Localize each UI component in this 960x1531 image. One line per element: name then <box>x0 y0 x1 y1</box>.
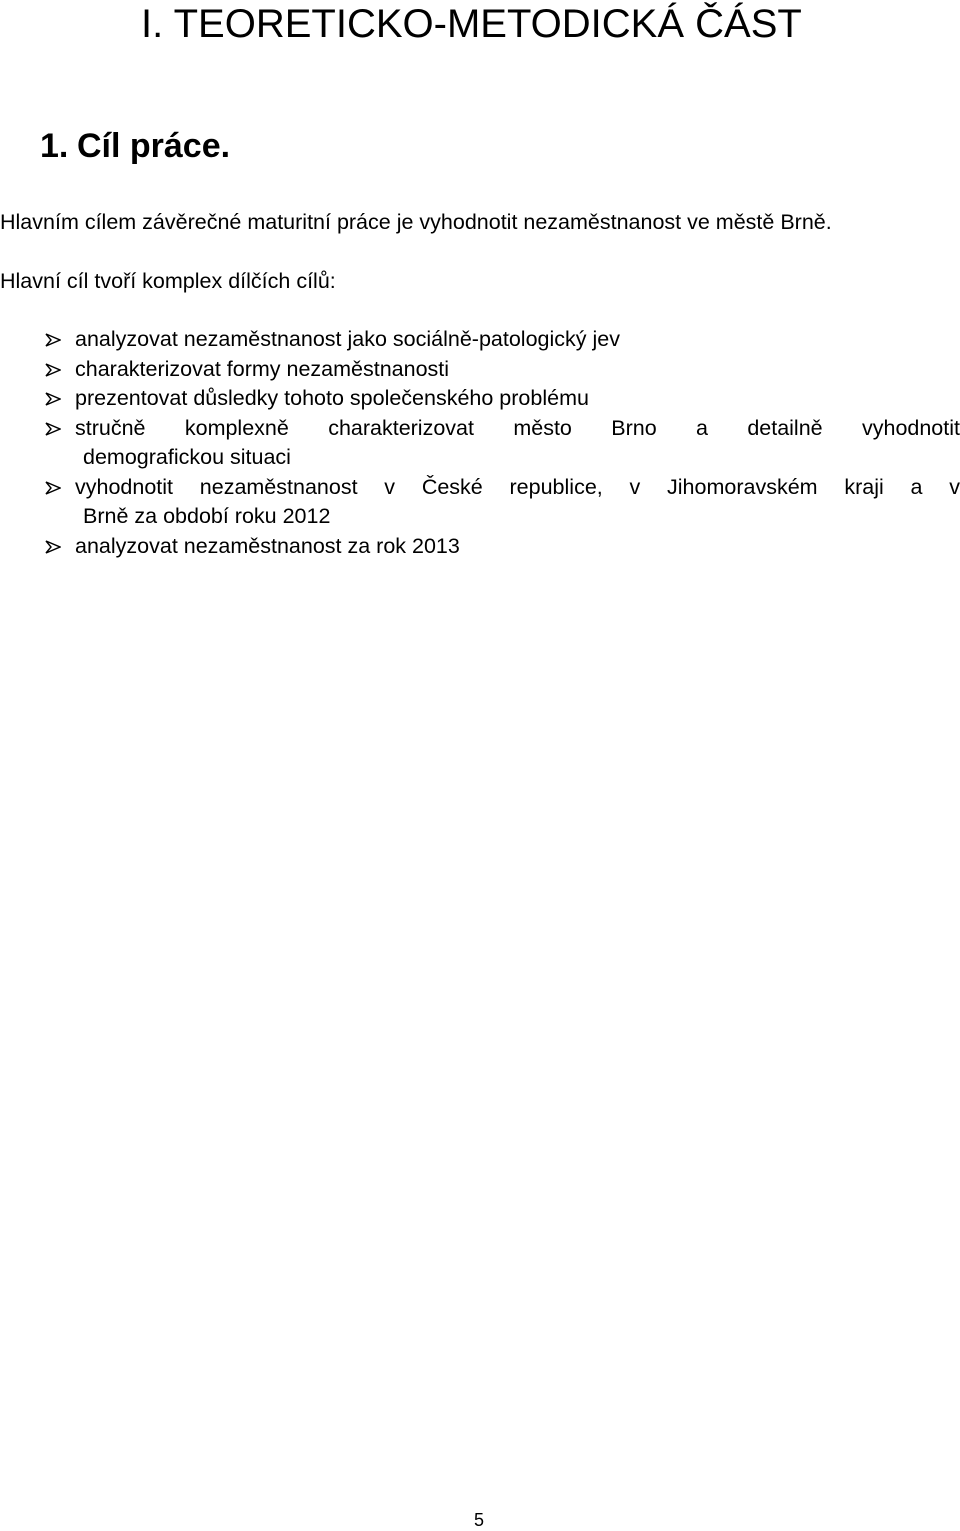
arrowhead-bullet-icon <box>45 333 61 347</box>
page-number: 5 <box>474 1510 485 1530</box>
part-title: I. TEORETICKO-METODICKÁ ČÁST <box>141 2 802 46</box>
arrowhead-bullet-icon <box>45 422 61 436</box>
goals-list <box>0 325 960 561</box>
list-item-text: charakterizovat formy nezaměstnanosti <box>75 356 450 381</box>
list-item <box>0 532 960 562</box>
list-item-text-continuation: demografickou situaci <box>83 445 291 469</box>
arrowhead-bullet-icon <box>45 481 61 495</box>
chapter-title-text: Cíl práce. <box>77 127 231 165</box>
list-item-text-continuation: Brně za období roku 2012 <box>83 504 331 528</box>
arrowhead-bullet-icon <box>45 540 61 554</box>
list-item-text: analyzovat nezaměstnanost jako sociálně-patologický jev <box>75 327 620 351</box>
chapter-number: 1. <box>40 127 69 165</box>
list-item-text: stručně komplexně charakterizovat město Brno a detailně vyhodnotit <box>75 415 960 440</box>
list-item-text: vyhodnotit nezaměstnanost v České republice, v Jihomoravském kraji a v <box>75 474 960 499</box>
chapter-title <box>40 124 230 168</box>
list-item <box>0 384 960 414</box>
list-item <box>0 325 960 355</box>
list-item-text: analyzovat nezaměstnanost za rok 2013 <box>75 533 460 558</box>
arrowhead-bullet-icon <box>45 363 61 377</box>
list-item <box>0 414 960 473</box>
intro-paragraph: Hlavním cílem závěrečné maturitní práce je vyhodnotit nezaměstnanost ve městě Brně. <box>0 210 832 234</box>
list-item <box>0 355 960 385</box>
list-item-text: prezentovat důsledky tohoto společenského problému <box>75 386 589 410</box>
arrowhead-bullet-icon <box>45 392 61 406</box>
list-item <box>0 473 960 532</box>
intro-lead: Hlavní cíl tvoří komplex dílčích cílů: <box>0 269 336 293</box>
